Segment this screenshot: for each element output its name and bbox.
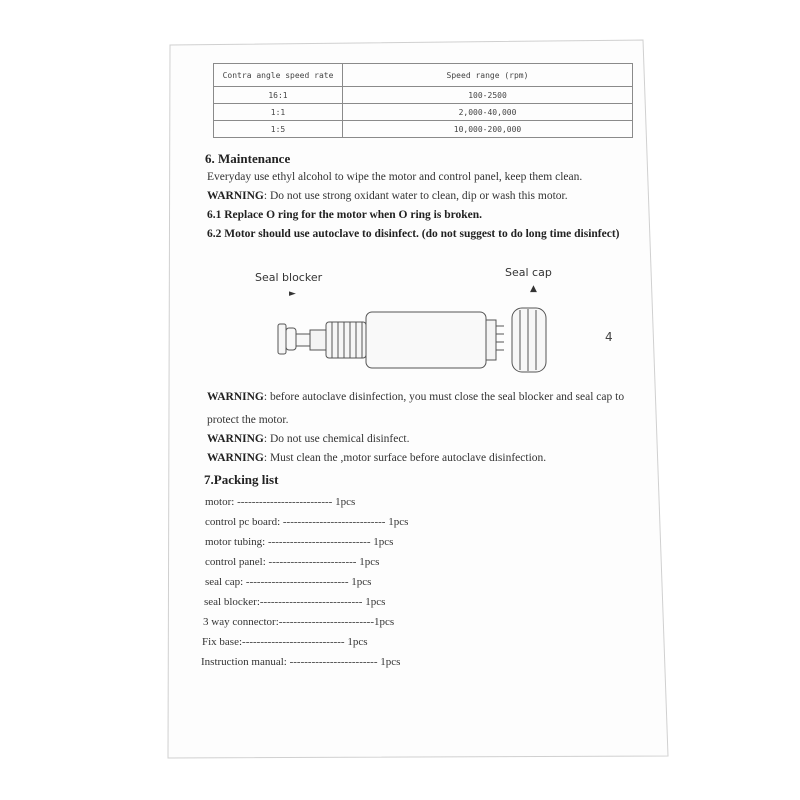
list-item: Fix base:---------------------------- 1pcs — [202, 636, 368, 648]
speed-table — [213, 63, 633, 138]
warning-text: : Do not use strong oxidant water to clean, dip or wash this motor. — [263, 190, 568, 202]
table-cell: 1:5 — [214, 121, 343, 138]
warning-continuation: protect the motor. — [207, 414, 289, 426]
table-cell: 100-2500 — [343, 87, 633, 104]
seal-blocker-arrow-icon: ► — [289, 289, 296, 299]
seal-blocker-label: Seal blocker — [255, 271, 323, 284]
list-item: 3 way connector:--------------------------1pcs — [203, 616, 395, 628]
table-row — [214, 104, 633, 121]
warning-line — [207, 452, 546, 464]
list-item: motor tubing: ---------------------------- 1pcs — [205, 536, 394, 548]
warning-text: : Must clean the ,motor surface before autoclave disinfection. — [263, 452, 547, 464]
warning-line — [207, 391, 624, 403]
list-item: motor: -------------------------- 1pcs — [205, 496, 356, 508]
subsection-6-2: 6.2 Motor should use autoclave to disinfect. (do not suggest to do long time disinfect) — [207, 228, 620, 240]
warning-label: WARNING — [207, 452, 264, 464]
table-cell: 2,000-40,000 — [343, 104, 633, 121]
table-cell: 1:1 — [214, 104, 343, 121]
table-row — [214, 121, 633, 138]
seal-cap-arrow-icon: ▲ — [530, 284, 537, 294]
warning-text: : Do not use chemical disinfect. — [263, 433, 410, 445]
list-item: control panel: ------------------------ 1pcs — [205, 556, 380, 568]
warning-line — [207, 190, 568, 202]
table-header-cell: Contra angle speed rate — [214, 64, 343, 87]
motor-illustration — [268, 300, 588, 380]
list-item: Instruction manual: ------------------------ 1pcs — [201, 656, 401, 668]
list-item: seal cap: ---------------------------- 1pcs — [205, 576, 372, 588]
table-cell: 16:1 — [214, 87, 343, 104]
page-number: 4 — [605, 330, 613, 344]
table-cell: 10,000-200,000 — [343, 121, 633, 138]
maintenance-heading: 6. Maintenance — [205, 151, 291, 166]
packing-list-heading: 7.Packing list — [204, 472, 279, 487]
warning-label: WARNING — [207, 190, 264, 202]
table-header-row — [214, 64, 633, 87]
list-item: seal blocker:---------------------------- 1pcs — [204, 596, 386, 608]
table-row — [214, 87, 633, 104]
warning-label: WARNING — [207, 433, 264, 445]
maintenance-line: Everyday use ethyl alcohol to wipe the motor and control panel, keep them clean. — [207, 171, 583, 183]
warning-text: : before autoclave disinfection, you must close the seal blocker and seal cap to — [263, 391, 625, 403]
subsection-6-1: 6.1 Replace O ring for the motor when O ring is broken. — [207, 209, 483, 221]
table-header-cell: Speed range (rpm) — [343, 64, 633, 87]
seal-cap-label: Seal cap — [505, 266, 552, 279]
warning-label: WARNING — [207, 391, 264, 403]
warning-line — [207, 433, 410, 445]
list-item: control pc board: ---------------------------- 1pcs — [205, 516, 409, 528]
